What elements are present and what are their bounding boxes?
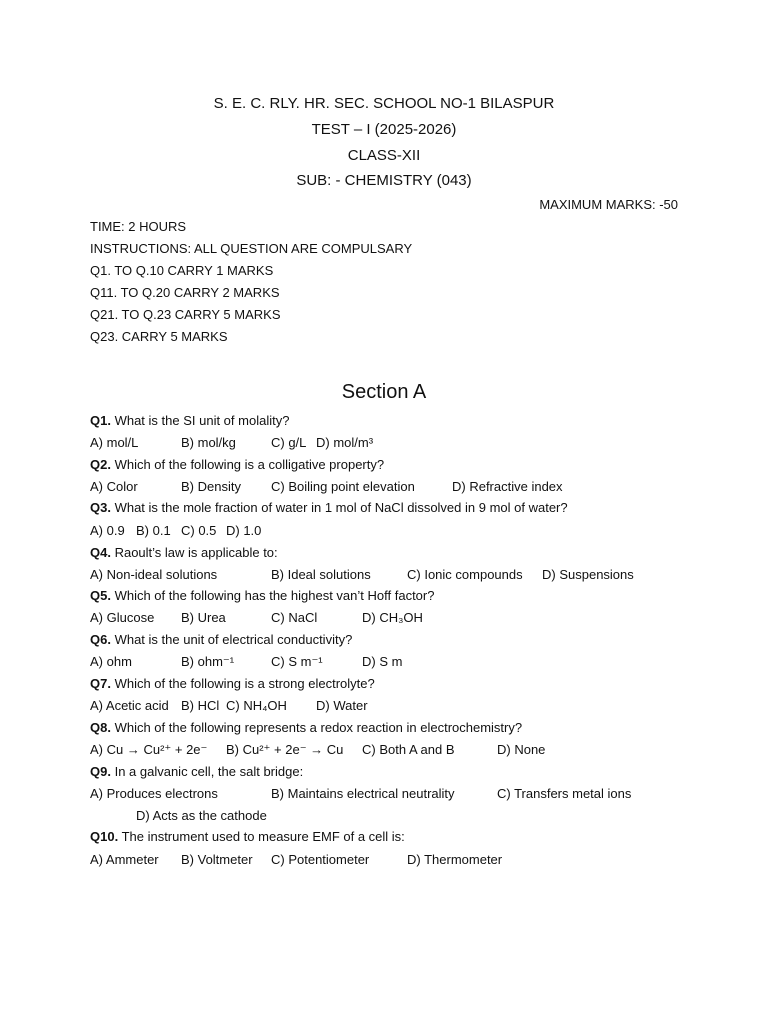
question-text: Which of the following is a colligative property? bbox=[110, 457, 385, 472]
question-4 bbox=[90, 545, 278, 561]
instructions-line: INSTRUCTIONS: ALL QUESTION ARE COMPULSARY bbox=[90, 241, 413, 256]
option-1a: A) mol/L bbox=[90, 435, 139, 450]
maximum-marks: MAXIMUM MARKS: -50 bbox=[539, 197, 678, 212]
option-1d: D) mol/m³ bbox=[316, 435, 374, 450]
option-6b: B) ohm⁻¹ bbox=[181, 654, 235, 669]
option-7d: D) Water bbox=[316, 698, 368, 713]
option-7a: A) Acetic acid bbox=[90, 698, 169, 713]
subject-label: SUB: - CHEMISTRY (043) bbox=[296, 172, 472, 189]
marks-rule-1: Q1. TO Q.10 CARRY 1 MARKS bbox=[90, 263, 274, 278]
question-text: In a galvanic cell, the salt bridge: bbox=[110, 764, 304, 779]
marks-rule-3: Q21. TO Q.23 CARRY 5 MARKS bbox=[90, 307, 281, 322]
option-5c: C) NaCl bbox=[271, 610, 318, 625]
question-number: Q9. bbox=[90, 764, 111, 779]
question-number: Q10. bbox=[90, 829, 119, 844]
option-4a: A) Non-ideal solutions bbox=[90, 567, 218, 582]
section-title: Section A bbox=[341, 381, 427, 403]
option-10a: A) Ammeter bbox=[90, 852, 159, 867]
option-7c: C) NH₄OH bbox=[226, 698, 287, 713]
question-2 bbox=[90, 457, 384, 473]
option-8a: A) Cu → Cu²⁺ + 2e⁻ bbox=[90, 742, 208, 757]
marks-rule-2: Q11. TO Q.20 CARRY 2 MARKS bbox=[90, 285, 280, 300]
question-number: Q5. bbox=[90, 588, 111, 603]
question-8 bbox=[90, 720, 522, 736]
option-5a: A) Glucose bbox=[90, 610, 155, 625]
option-7b: B) HCl bbox=[181, 698, 220, 713]
question-text: What is the SI unit of molality? bbox=[110, 413, 290, 428]
question-text: What is the unit of electrical conductivity? bbox=[110, 632, 353, 647]
option-2a: A) Color bbox=[90, 479, 138, 494]
question-3 bbox=[90, 500, 568, 516]
class-label: CLASS-XII bbox=[347, 147, 421, 164]
option-10b: B) Voltmeter bbox=[181, 852, 253, 867]
option-6c: C) S m⁻¹ bbox=[271, 654, 323, 669]
question-text: Raoult’s law is applicable to: bbox=[110, 545, 278, 560]
question-number: Q7. bbox=[90, 676, 111, 691]
question-7 bbox=[90, 676, 375, 692]
option-9d: D) Acts as the cathode bbox=[136, 808, 267, 823]
option-4b: B) Ideal solutions bbox=[271, 567, 371, 582]
question-number: Q4. bbox=[90, 545, 111, 560]
time-line: TIME: 2 HOURS bbox=[90, 219, 187, 234]
question-number: Q2. bbox=[90, 457, 111, 472]
option-8c: C) Both A and B bbox=[362, 742, 455, 757]
question-6 bbox=[90, 632, 352, 648]
option-3a: A) 0.9 bbox=[90, 523, 125, 538]
marks-rule-4: Q23. CARRY 5 MARKS bbox=[90, 329, 228, 344]
option-10d: D) Thermometer bbox=[407, 852, 503, 867]
question-number: Q3. bbox=[90, 500, 111, 515]
question-number: Q6. bbox=[90, 632, 111, 647]
option-1c: C) g/L bbox=[271, 435, 307, 450]
question-number: Q1. bbox=[90, 413, 111, 428]
option-4c: C) Ionic compounds bbox=[407, 567, 523, 582]
option-2d: D) Refractive index bbox=[452, 479, 563, 494]
question-1 bbox=[90, 413, 289, 429]
question-text: Which of the following represents a redox reaction in electrochemistry? bbox=[110, 720, 523, 735]
test-title: TEST – I (2025-2026) bbox=[311, 121, 457, 138]
option-9a: A) Produces electrons bbox=[90, 786, 218, 801]
option-4d: D) Suspensions bbox=[542, 567, 634, 582]
question-5 bbox=[90, 588, 434, 604]
question-text: The instrument used to measure EMF of a cell is: bbox=[118, 829, 405, 844]
question-9 bbox=[90, 764, 303, 780]
option-3c: C) 0.5 bbox=[181, 523, 217, 538]
option-1b: B) mol/kg bbox=[181, 435, 236, 450]
option-5d: D) CH₃OH bbox=[362, 610, 423, 625]
option-8b: B) Cu²⁺ + 2e⁻ → Cu bbox=[226, 742, 344, 757]
option-6a: A) ohm bbox=[90, 654, 132, 669]
option-2b: B) Density bbox=[181, 479, 241, 494]
option-10c: C) Potentiometer bbox=[271, 852, 370, 867]
option-9b: B) Maintains electrical neutrality bbox=[271, 786, 455, 801]
question-text: Which of the following has the highest van’t Hoff factor? bbox=[110, 588, 435, 603]
school-name: S. E. C. RLY. HR. SEC. SCHOOL NO-1 BILASPUR bbox=[213, 95, 555, 112]
option-2c: C) Boiling point elevation bbox=[271, 479, 415, 494]
question-text: What is the mole fraction of water in 1 mol of NaCl dissolved in 9 mol of water? bbox=[110, 500, 568, 515]
question-text: Which of the following is a strong electrolyte? bbox=[110, 676, 375, 691]
option-3b: B) 0.1 bbox=[136, 523, 171, 538]
option-6d: D) S m bbox=[362, 654, 403, 669]
question-number: Q8. bbox=[90, 720, 111, 735]
option-9c: C) Transfers metal ions bbox=[497, 786, 632, 801]
option-5b: B) Urea bbox=[181, 610, 226, 625]
option-8d: D) None bbox=[497, 742, 546, 757]
option-3d: D) 1.0 bbox=[226, 523, 262, 538]
question-10 bbox=[90, 829, 405, 845]
